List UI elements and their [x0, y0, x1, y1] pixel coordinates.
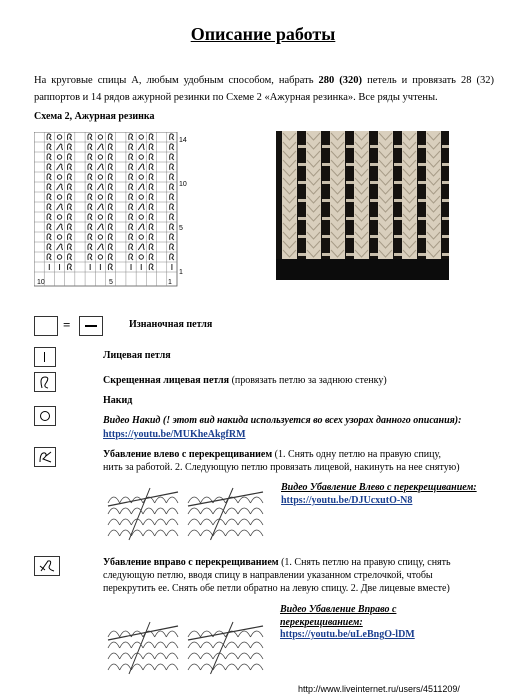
right-decrease-label-bold: Убавление вправо с перекрещиванием — [103, 557, 279, 568]
twisted-label — [103, 374, 387, 387]
row-label-10: 10 — [179, 181, 187, 188]
knitting-chart — [34, 132, 192, 292]
row-label-14: 14 — [179, 137, 187, 144]
row-label-5: 5 — [179, 225, 183, 232]
yarnover-video-link[interactable]: https://youtu.be/MUKheAkgfRM — [103, 429, 246, 440]
yarnover-label: Накид — [103, 395, 133, 406]
right-decrease-icon — [35, 557, 59, 575]
left-decrease-label — [103, 448, 463, 474]
knit-label: Лицевая петля — [103, 350, 171, 361]
row-label-1: 1 — [179, 269, 183, 276]
left-decrease-video-link[interactable]: https://youtu.be/DJUcxutO-N8 — [281, 495, 413, 506]
col-label-1: 1 — [168, 279, 172, 286]
intro-paragraph — [34, 72, 494, 106]
twisted-stitch-cell — [34, 372, 56, 392]
left-decrease-cell — [34, 447, 56, 467]
col-label-10: 10 — [37, 279, 45, 286]
equals-sign: = — [63, 317, 71, 332]
intro-text-after: петель и провязать 28 (32) раппортов и 14 рядов ажурной резинки по Схеме 2 «Ажурная резинка». Все ряды учтены. — [34, 75, 494, 103]
purl-dash-cell — [79, 316, 103, 336]
right-decrease-video-link[interactable]: https://youtu.be/uLeBngO-lDM — [280, 629, 415, 640]
left-decrease-video-text: Видео Убавление Влево с перекрещиванием: — [281, 482, 477, 493]
left-decrease-label-rest: (1. Снять одну петлю на правую спицу, нить за работой. 2. Следующую петлю провязать лицевой, накинуть на нее снятую) — [103, 449, 460, 473]
right-decrease-label-rest: (1. Снять петлю на правую спицу, снять следующую петлю, вводя спицу в направлении указанном стрелочкой, чтобы перекрутить ее. Снять обе петли обратно на левую спицу. 2. Две лицевые вместе) — [103, 557, 451, 594]
intro-text-before: На круговые спицы А, любым удобным способом, набрать — [34, 75, 319, 86]
purl-empty-cell — [34, 316, 58, 336]
right-decrease-illustration — [103, 608, 273, 682]
right-decrease-cell — [34, 556, 60, 576]
twisted-label-rest: (провязать петлю за заднюю стенку) — [229, 375, 387, 386]
right-decrease-label — [103, 556, 473, 595]
purl-label: Изнаночная петля — [129, 319, 213, 330]
col-label-5: 5 — [109, 279, 113, 286]
intro-stitch-count: 280 (320) — [318, 75, 363, 86]
yarnover-icon — [35, 407, 55, 425]
knitted-sample-photo — [276, 131, 449, 280]
chart-grid — [34, 132, 192, 292]
schema-title: Схема 2, Ажурная резинка — [34, 111, 155, 122]
twisted-label-bold: Скрещенная лицевая петля — [103, 375, 230, 386]
left-decrease-label-bold: Убавление влево с перекрещиванием — [103, 449, 273, 460]
right-decrease-video-text: Видео Убавление Вправо с перекрещиванием: — [280, 604, 397, 628]
twisted-stitch-icon — [35, 373, 55, 391]
knit-stitch-cell — [34, 347, 56, 367]
left-decrease-illustration — [103, 478, 273, 548]
page-title: Описание работы — [190, 24, 336, 44]
left-decrease-icon — [35, 448, 55, 466]
footer-url: http://www.liveinternet.ru/users/4511209/ — [298, 684, 460, 694]
yarnover-cell — [34, 406, 56, 426]
yarnover-video-text: Видео Накид (! этот вид накида используется во всех узорах данного описания): — [103, 415, 462, 426]
